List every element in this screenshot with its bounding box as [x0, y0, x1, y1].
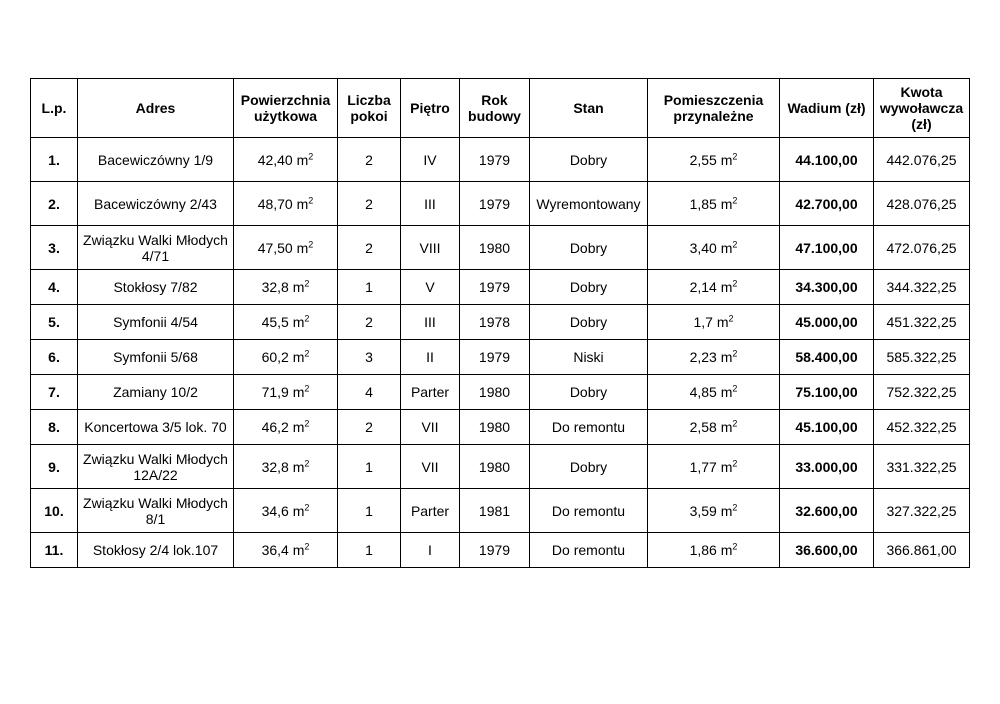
cell-powierzchnia-value: 60,2 — [261, 349, 289, 365]
area-unit: m — [292, 314, 305, 330]
area-unit: m — [720, 419, 733, 435]
cell-lp: 6. — [31, 340, 78, 375]
cell-lp: 11. — [31, 533, 78, 568]
cell-wadium: 58.400,00 — [780, 340, 874, 375]
cell-pomieszczenia — [648, 270, 780, 305]
cell-kwota: 344.322,25 — [874, 270, 970, 305]
cell-pietro: V — [401, 270, 460, 305]
cell-liczba-pokoi: 2 — [338, 226, 401, 270]
cell-rok-budowy: 1979 — [460, 182, 530, 226]
area-unit: m — [296, 195, 309, 212]
cell-pomieszczenia — [648, 305, 780, 340]
area-exponent: 2 — [304, 278, 310, 289]
table-row — [31, 375, 970, 410]
cell-pietro: Parter — [401, 375, 460, 410]
cell-liczba-pokoi: 4 — [338, 375, 401, 410]
cell-rok-budowy: 1978 — [460, 305, 530, 340]
cell-powierzchnia — [234, 489, 338, 533]
area-unit: m — [292, 502, 305, 519]
cell-lp: 1. — [31, 138, 78, 182]
cell-pomieszczenia-value: 3,40 — [689, 239, 717, 256]
cell-powierzchnia-value: 48,70 — [257, 195, 293, 212]
table-row — [31, 533, 970, 568]
cell-rok-budowy: 1979 — [460, 533, 530, 568]
cell-stan: Dobry — [530, 138, 648, 182]
cell-pietro: VII — [401, 410, 460, 445]
cell-powierzchnia — [234, 226, 338, 270]
table-row — [31, 182, 970, 226]
cell-lp: 2. — [31, 182, 78, 226]
property-table — [30, 78, 970, 568]
cell-wadium: 45.100,00 — [780, 410, 874, 445]
area-unit: m — [716, 314, 729, 330]
table-header-row — [31, 79, 970, 138]
area-exponent: 2 — [728, 313, 734, 324]
cell-powierzchnia — [234, 305, 338, 340]
cell-powierzchnia — [234, 182, 338, 226]
area-unit: m — [720, 502, 733, 519]
cell-adres: Zamiany 10/2 — [78, 375, 234, 410]
document-page — [30, 78, 970, 568]
cell-pietro: III — [401, 182, 460, 226]
cell-kwota: 442.076,25 — [874, 138, 970, 182]
cell-rok-budowy: 1980 — [460, 375, 530, 410]
cell-pomieszczenia-value: 2,14 — [689, 279, 717, 295]
cell-rok-budowy: 1979 — [460, 270, 530, 305]
cell-liczba-pokoi: 1 — [338, 533, 401, 568]
area-exponent: 2 — [304, 313, 310, 324]
cell-kwota: 472.076,25 — [874, 226, 970, 270]
cell-rok-budowy: 1980 — [460, 226, 530, 270]
area-exponent: 2 — [732, 383, 738, 394]
header-liczba-pokoi: Liczba pokoi — [338, 79, 401, 138]
area-unit: m — [296, 151, 309, 168]
cell-pomieszczenia-value: 1,86 — [689, 542, 717, 558]
cell-pietro: I — [401, 533, 460, 568]
area-exponent: 2 — [732, 457, 738, 468]
cell-pomieszczenia-value: 2,55 — [689, 151, 717, 168]
table-row — [31, 445, 970, 489]
cell-wadium: 33.000,00 — [780, 445, 874, 489]
area-unit: m — [720, 151, 733, 168]
cell-powierzchnia — [234, 340, 338, 375]
cell-powierzchnia-value: 45,5 — [261, 314, 289, 330]
cell-powierzchnia-value: 32,8 — [261, 279, 289, 295]
area-unit: m — [720, 279, 733, 295]
cell-powierzchnia — [234, 375, 338, 410]
cell-powierzchnia-value: 34,6 — [261, 502, 289, 519]
cell-kwota: 451.322,25 — [874, 305, 970, 340]
cell-wadium: 36.600,00 — [780, 533, 874, 568]
cell-pietro: III — [401, 305, 460, 340]
cell-adres: Bacewiczówny 1/9 — [78, 138, 234, 182]
area-exponent: 2 — [732, 418, 738, 429]
cell-kwota: 428.076,25 — [874, 182, 970, 226]
area-exponent: 2 — [732, 541, 738, 552]
cell-stan: Dobry — [530, 305, 648, 340]
area-exponent: 2 — [732, 278, 738, 289]
cell-adres: Symfonii 4/54 — [78, 305, 234, 340]
cell-stan: Niski — [530, 340, 648, 375]
cell-pietro: IV — [401, 138, 460, 182]
cell-adres: Związku Walki Młodych 4/71 — [78, 226, 234, 270]
cell-pomieszczenia — [648, 489, 780, 533]
cell-lp: 7. — [31, 375, 78, 410]
cell-adres: Związku Walki Młodych 8/1 — [78, 489, 234, 533]
area-exponent: 2 — [304, 541, 310, 552]
cell-stan: Do remontu — [530, 533, 648, 568]
cell-liczba-pokoi: 1 — [338, 445, 401, 489]
cell-rok-budowy: 1979 — [460, 340, 530, 375]
area-unit: m — [720, 384, 733, 400]
cell-pomieszczenia-value: 1,7 — [693, 314, 713, 330]
area-unit: m — [292, 384, 305, 400]
cell-powierzchnia-value: 36,4 — [261, 542, 289, 558]
cell-kwota: 331.322,25 — [874, 445, 970, 489]
cell-wadium: 32.600,00 — [780, 489, 874, 533]
cell-pomieszczenia-value: 1,85 — [689, 195, 717, 212]
area-exponent: 2 — [304, 418, 310, 429]
cell-lp: 3. — [31, 226, 78, 270]
area-exponent: 2 — [304, 383, 310, 394]
cell-pomieszczenia-value: 4,85 — [689, 384, 717, 400]
cell-kwota: 452.322,25 — [874, 410, 970, 445]
cell-stan: Dobry — [530, 226, 648, 270]
cell-lp: 5. — [31, 305, 78, 340]
cell-kwota: 366.861,00 — [874, 533, 970, 568]
cell-powierzchnia — [234, 445, 338, 489]
area-unit: m — [292, 542, 305, 558]
cell-liczba-pokoi: 2 — [338, 305, 401, 340]
table-row — [31, 270, 970, 305]
area-exponent: 2 — [732, 501, 738, 512]
cell-lp: 10. — [31, 489, 78, 533]
cell-powierzchnia — [234, 138, 338, 182]
cell-wadium: 42.700,00 — [780, 182, 874, 226]
area-unit: m — [720, 458, 733, 475]
header-pietro: Piętro — [401, 79, 460, 138]
cell-liczba-pokoi: 1 — [338, 489, 401, 533]
cell-stan: Dobry — [530, 375, 648, 410]
cell-liczba-pokoi: 2 — [338, 410, 401, 445]
cell-wadium: 45.000,00 — [780, 305, 874, 340]
area-unit: m — [720, 349, 733, 365]
cell-stan: Dobry — [530, 445, 648, 489]
cell-adres: Koncertowa 3/5 lok. 70 — [78, 410, 234, 445]
cell-lp: 9. — [31, 445, 78, 489]
cell-pomieszczenia — [648, 375, 780, 410]
cell-adres: Stokłosy 2/4 lok.107 — [78, 533, 234, 568]
header-lp: L.p. — [31, 79, 78, 138]
cell-pietro: II — [401, 340, 460, 375]
header-kwota: Kwota wywoławcza (zł) — [874, 79, 970, 138]
area-unit: m — [292, 458, 305, 475]
header-stan: Stan — [530, 79, 648, 138]
cell-pietro: Parter — [401, 489, 460, 533]
cell-kwota: 585.322,25 — [874, 340, 970, 375]
cell-stan: Do remontu — [530, 410, 648, 445]
area-unit: m — [720, 195, 733, 212]
cell-powierzchnia-value: 47,50 — [257, 239, 293, 256]
cell-liczba-pokoi: 3 — [338, 340, 401, 375]
cell-stan: Wyremontowany — [530, 182, 648, 226]
cell-powierzchnia-value: 46,2 — [261, 419, 289, 435]
cell-kwota: 327.322,25 — [874, 489, 970, 533]
area-unit: m — [292, 279, 305, 295]
header-pomieszczenia: Pomieszczenia przynależne — [648, 79, 780, 138]
cell-powierzchnia — [234, 270, 338, 305]
area-unit: m — [296, 239, 309, 256]
cell-pomieszczenia — [648, 182, 780, 226]
cell-pomieszczenia-value: 2,23 — [689, 349, 717, 365]
cell-stan: Do remontu — [530, 489, 648, 533]
cell-liczba-pokoi: 2 — [338, 138, 401, 182]
cell-pomieszczenia — [648, 410, 780, 445]
cell-liczba-pokoi: 2 — [338, 182, 401, 226]
area-exponent: 2 — [308, 194, 314, 205]
header-adres: Adres — [78, 79, 234, 138]
cell-wadium: 44.100,00 — [780, 138, 874, 182]
cell-adres: Stokłosy 7/82 — [78, 270, 234, 305]
table-row — [31, 410, 970, 445]
area-exponent: 2 — [308, 150, 314, 161]
table-row — [31, 489, 970, 533]
header-rok-budowy: Rok budowy — [460, 79, 530, 138]
cell-pietro: VIII — [401, 226, 460, 270]
area-unit: m — [292, 349, 305, 365]
area-exponent: 2 — [304, 348, 310, 359]
cell-powierzchnia-value: 42,40 — [257, 151, 293, 168]
cell-pomieszczenia — [648, 340, 780, 375]
cell-powierzchnia — [234, 410, 338, 445]
cell-adres: Symfonii 5/68 — [78, 340, 234, 375]
table-row — [31, 305, 970, 340]
cell-pomieszczenia — [648, 445, 780, 489]
cell-pomieszczenia-value: 3,59 — [689, 502, 717, 519]
cell-wadium: 47.100,00 — [780, 226, 874, 270]
area-unit: m — [720, 542, 733, 558]
cell-adres: Związku Walki Młodych 12A/22 — [78, 445, 234, 489]
area-exponent: 2 — [308, 238, 314, 249]
cell-pomieszczenia-value: 1,77 — [689, 458, 717, 475]
table-row — [31, 226, 970, 270]
cell-powierzchnia — [234, 533, 338, 568]
cell-pietro: VII — [401, 445, 460, 489]
cell-lp: 8. — [31, 410, 78, 445]
header-wadium: Wadium (zł) — [780, 79, 874, 138]
area-exponent: 2 — [732, 194, 738, 205]
cell-rok-budowy: 1980 — [460, 410, 530, 445]
cell-wadium: 34.300,00 — [780, 270, 874, 305]
cell-pomieszczenia — [648, 226, 780, 270]
cell-powierzchnia-value: 71,9 — [261, 384, 289, 400]
cell-stan: Dobry — [530, 270, 648, 305]
area-exponent: 2 — [732, 150, 738, 161]
cell-adres: Bacewiczówny 2/43 — [78, 182, 234, 226]
cell-kwota: 752.322,25 — [874, 375, 970, 410]
cell-rok-budowy: 1981 — [460, 489, 530, 533]
table-row — [31, 138, 970, 182]
cell-pomieszczenia — [648, 533, 780, 568]
cell-liczba-pokoi: 1 — [338, 270, 401, 305]
cell-pomieszczenia-value: 2,58 — [689, 419, 717, 435]
cell-rok-budowy: 1979 — [460, 138, 530, 182]
cell-wadium: 75.100,00 — [780, 375, 874, 410]
cell-pomieszczenia — [648, 138, 780, 182]
area-exponent: 2 — [732, 348, 738, 359]
area-exponent: 2 — [304, 457, 310, 468]
cell-rok-budowy: 1980 — [460, 445, 530, 489]
cell-lp: 4. — [31, 270, 78, 305]
cell-powierzchnia-value: 32,8 — [261, 458, 289, 475]
area-unit: m — [292, 419, 305, 435]
area-exponent: 2 — [732, 238, 738, 249]
table-row — [31, 340, 970, 375]
area-exponent: 2 — [304, 501, 310, 512]
header-powierzchnia: Powierzchnia użytkowa — [234, 79, 338, 138]
area-unit: m — [720, 239, 733, 256]
